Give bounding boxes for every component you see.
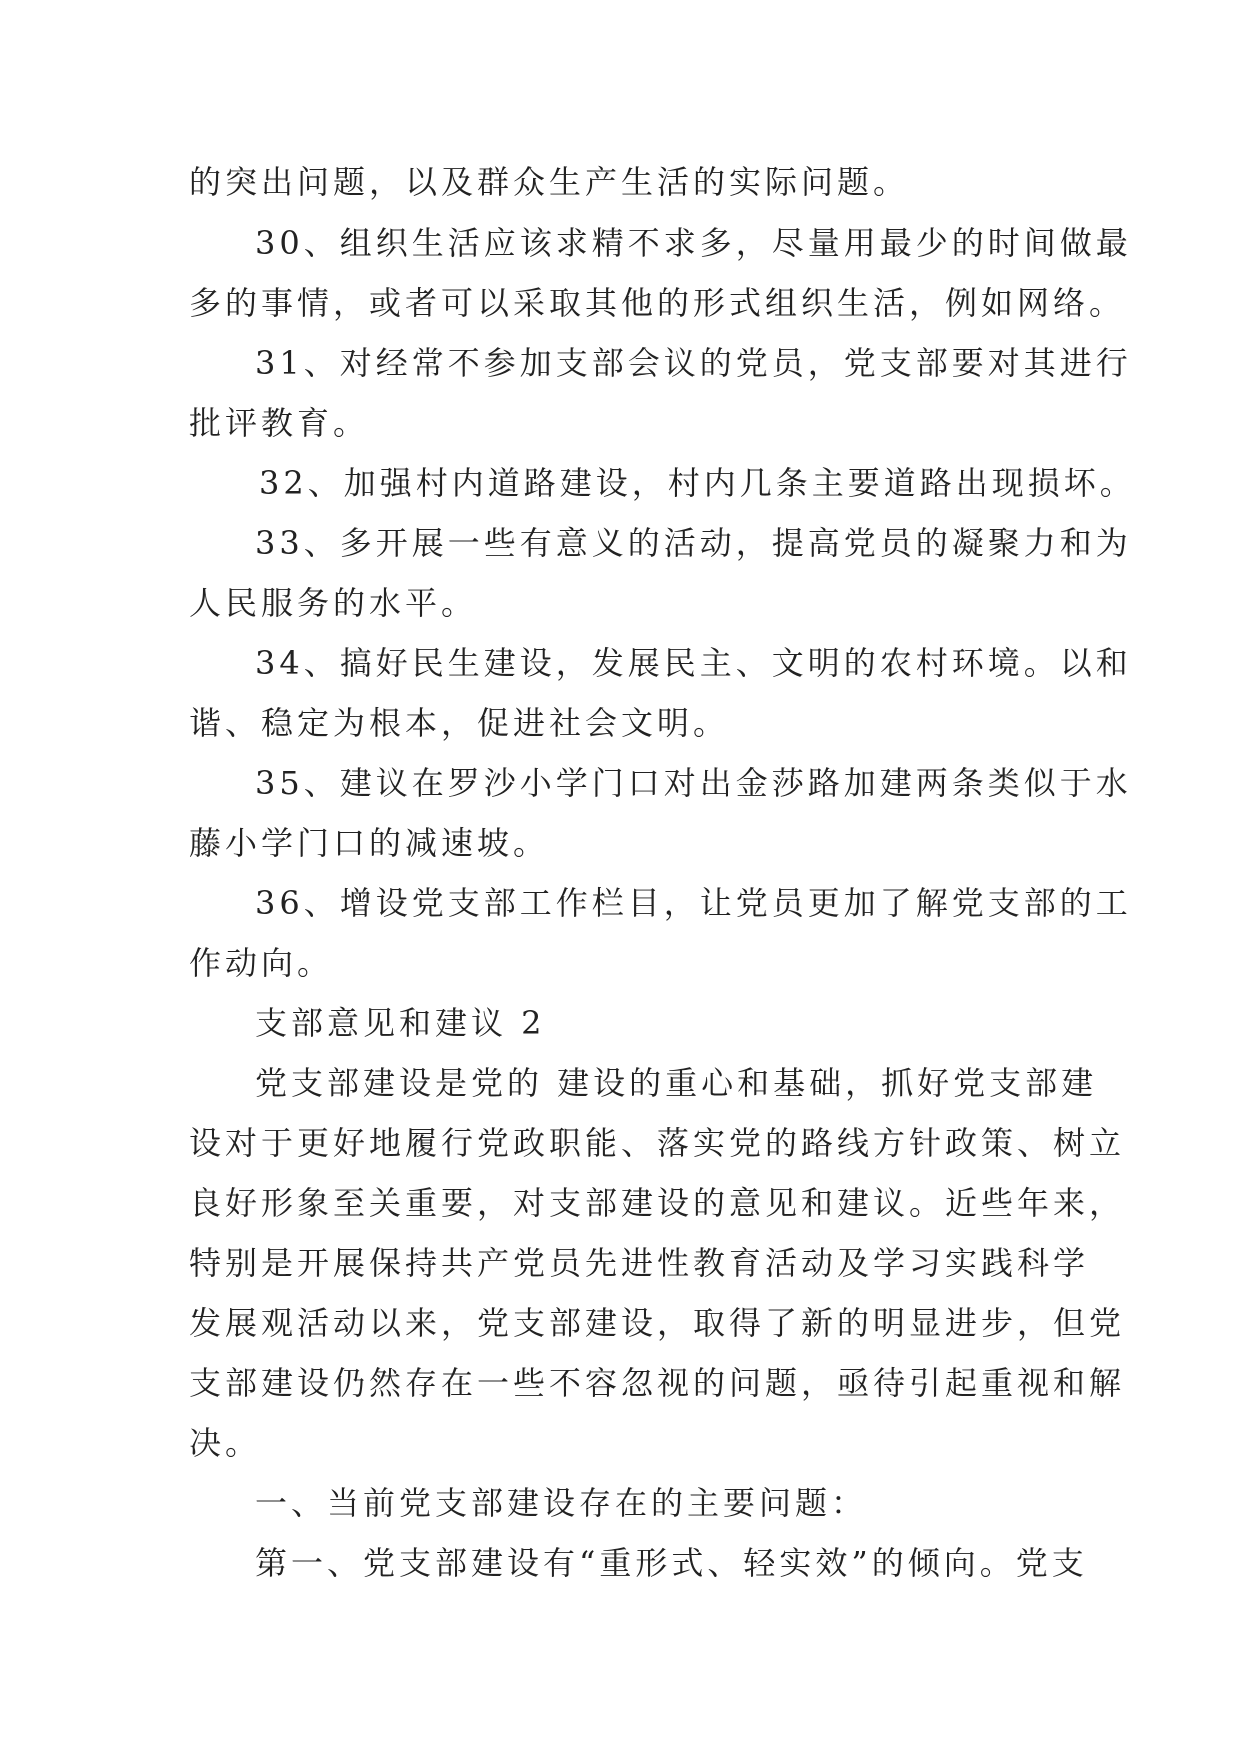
text-line: 良好形象至关重要，对支部建设的意见和建议。近些年来， xyxy=(189,1184,1126,1222)
text-line: 党支部建设是党的 建设的重心和基础，抓好党支部建 xyxy=(255,1064,1098,1102)
text-line: 藤小学门口的减速坡。 xyxy=(189,824,550,862)
text-line: 设对于更好地履行党政职能、落实党的路线方针政策、树立 xyxy=(189,1124,1126,1162)
text-line: 支部建设仍然存在一些不容忽视的问题，亟待引起重视和解 xyxy=(189,1364,1126,1402)
text-line: 的突出问题，以及群众生产生活的实际问题。 xyxy=(189,163,910,201)
text-line: 33、多开展一些有意义的活动，提高党员的凝聚力和为 xyxy=(255,524,1132,562)
text-line: 36、增设党支部工作栏目，让党员更加了解党支部的工 xyxy=(255,884,1132,922)
text-line: 多的事情，或者可以采取其他的形式组织生活，例如网络。 xyxy=(189,284,1126,322)
text-line: 31、对经常不参加支部会议的党员，党支部要对其进行 xyxy=(255,344,1132,382)
text-line: 批评教育。 xyxy=(189,404,370,442)
text-line: 作动向。 xyxy=(189,944,334,982)
text-line: 34、搞好民生建设，发展民主、文明的农村环境。以和 xyxy=(255,644,1132,682)
text-line: 30、组织生活应该求精不求多，尽量用最少的时间做最 xyxy=(255,224,1132,262)
text-line: 决。 xyxy=(189,1424,262,1462)
text-line: 一、当前党支部建设存在的主要问题： xyxy=(255,1484,868,1522)
text-line: 32、加强村内道路建设，村内几条主要道路出现损坏。 xyxy=(259,464,1136,502)
section-heading: 支部意见和建议 2 xyxy=(255,1004,546,1042)
text-line: 人民服务的水平。 xyxy=(189,584,478,622)
text-line: 特别是开展保持共产党员先进性教育活动及学习实践科学 xyxy=(189,1244,1090,1282)
text-line: 第一、党支部建设有“重形式、轻实效”的倾向。党支 xyxy=(255,1544,1088,1582)
text-line: 发展观活动以来，党支部建设，取得了新的明显进步，但党 xyxy=(189,1304,1126,1342)
text-line: 35、建议在罗沙小学门口对出金莎路加建两条类似于水 xyxy=(255,764,1132,802)
text-line: 谐、稳定为根本，促进社会文明。 xyxy=(189,704,730,742)
